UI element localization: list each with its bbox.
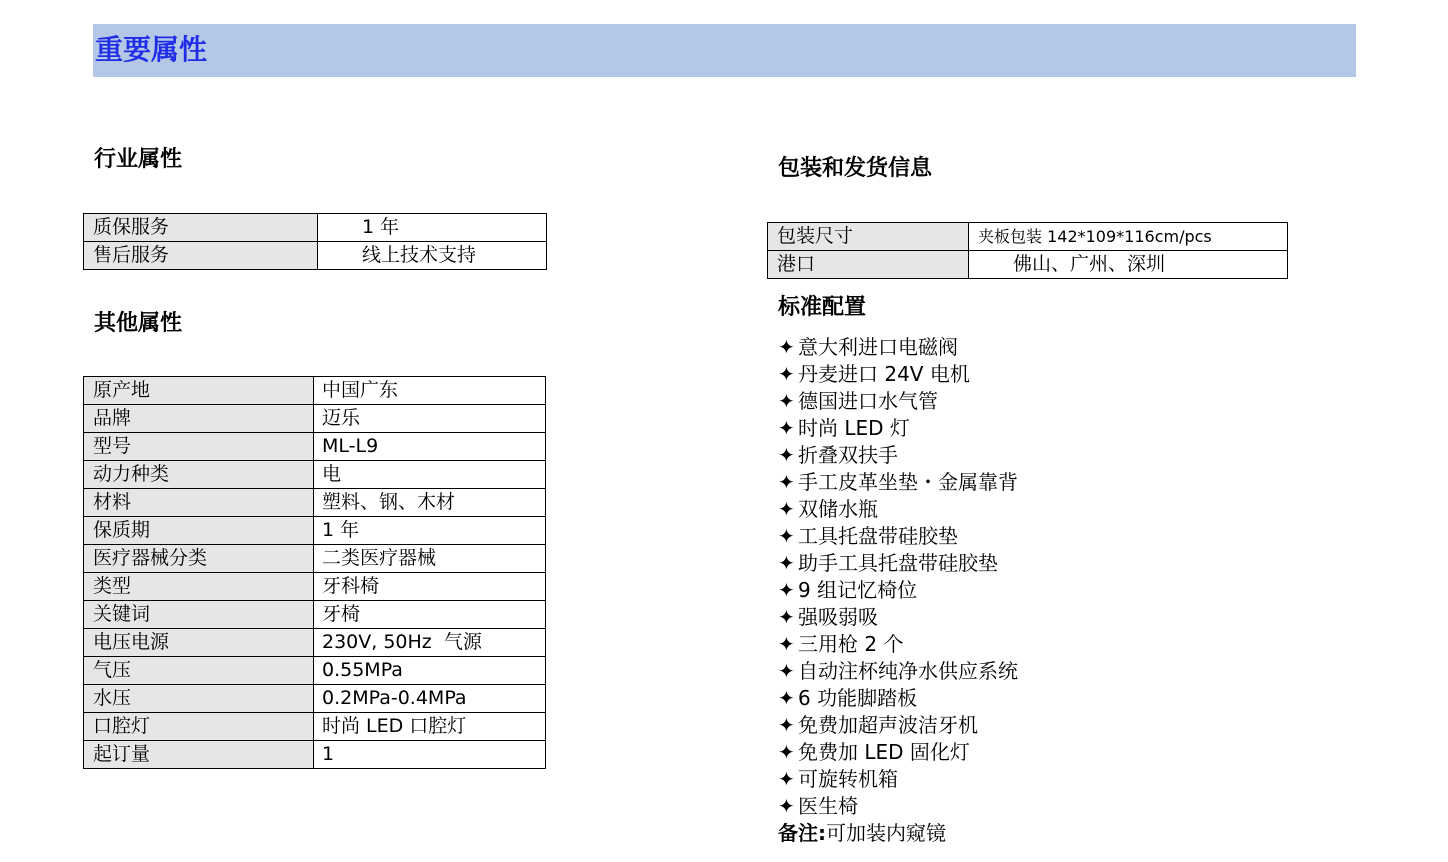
table-row	[84, 545, 546, 573]
packaging-heading: 包装和发货信息	[778, 156, 933, 181]
attr-key: 保质期	[84, 517, 314, 545]
industry-heading: 行业属性	[94, 147, 183, 172]
star-bullet-icon: ✦	[778, 767, 795, 791]
table-row	[84, 489, 546, 517]
list-item	[778, 334, 1018, 361]
table-row	[84, 405, 546, 433]
list-item	[778, 415, 1018, 442]
attr-key: 医疗器械分类	[84, 545, 314, 573]
attr-value: 线上技术支持	[318, 242, 547, 270]
standard-heading: 标准配置	[778, 295, 867, 320]
attr-value: 1 年	[318, 214, 547, 242]
attr-value: 230V, 50Hz 气源	[314, 629, 546, 657]
attr-key: 关键词	[84, 601, 314, 629]
table-row	[84, 629, 546, 657]
attr-key: 包装尺寸	[768, 223, 969, 251]
attr-value: 塑料、钢、木材	[314, 489, 546, 517]
attr-key: 型号	[84, 433, 314, 461]
list-item	[778, 523, 1018, 550]
list-item-label: 手工皮革坐垫・金属靠背	[798, 470, 1018, 494]
star-bullet-icon: ✦	[778, 605, 795, 629]
list-item-label: 免费加超声波洁牙机	[798, 713, 978, 737]
remark	[778, 820, 946, 847]
table-row	[84, 377, 546, 405]
attr-key: 电压电源	[84, 629, 314, 657]
star-bullet-icon: ✦	[778, 443, 795, 467]
attr-key: 原产地	[84, 377, 314, 405]
list-item	[778, 388, 1018, 415]
star-bullet-icon: ✦	[778, 416, 795, 440]
star-bullet-icon: ✦	[778, 713, 795, 737]
list-item	[778, 442, 1018, 469]
attr-key: 质保服务	[84, 214, 318, 242]
other-attributes-table	[83, 376, 546, 769]
star-bullet-icon: ✦	[778, 497, 795, 521]
standard-config-list	[778, 334, 1018, 820]
attr-key: 材料	[84, 489, 314, 517]
attr-value: 1 年	[314, 517, 546, 545]
section-banner	[93, 24, 1356, 77]
star-bullet-icon: ✦	[778, 470, 795, 494]
list-item	[778, 739, 1018, 766]
table-row	[84, 657, 546, 685]
banner-title: 重要属性	[95, 33, 208, 66]
star-bullet-icon: ✦	[778, 389, 795, 413]
list-item	[778, 793, 1018, 820]
table-row	[84, 461, 546, 489]
star-bullet-icon: ✦	[778, 335, 795, 359]
attr-key: 口腔灯	[84, 713, 314, 741]
attr-key: 动力种类	[84, 461, 314, 489]
table-row	[84, 517, 546, 545]
list-item-label: 免费加 LED 固化灯	[798, 740, 970, 764]
list-item	[778, 496, 1018, 523]
star-bullet-icon: ✦	[778, 551, 795, 575]
star-bullet-icon: ✦	[778, 362, 795, 386]
other-heading: 其他属性	[94, 311, 183, 336]
attr-key: 类型	[84, 573, 314, 601]
list-item	[778, 631, 1018, 658]
table-row	[768, 223, 1288, 251]
packaging-table	[767, 222, 1288, 279]
list-item	[778, 712, 1018, 739]
star-bullet-icon: ✦	[778, 659, 795, 683]
attr-key: 气压	[84, 657, 314, 685]
table-row	[84, 214, 547, 242]
attr-value: 中国广东	[314, 377, 546, 405]
list-item-label: 双储水瓶	[798, 497, 878, 521]
table-row	[84, 601, 546, 629]
list-item	[778, 685, 1018, 712]
table-row	[84, 242, 547, 270]
attr-value: 1	[314, 741, 546, 769]
attr-value: 佛山、广州、深圳	[969, 251, 1288, 279]
list-item-label: 折叠双扶手	[798, 443, 898, 467]
table-row	[84, 573, 546, 601]
table-row	[84, 433, 546, 461]
list-item	[778, 766, 1018, 793]
list-item	[778, 469, 1018, 496]
attr-value: ML-L9	[314, 433, 546, 461]
attr-value: 0.55MPa	[314, 657, 546, 685]
table-row	[768, 251, 1288, 279]
table-row	[84, 685, 546, 713]
attr-value: 牙科椅	[314, 573, 546, 601]
list-item-label: 丹麦进口 24V 电机	[798, 362, 970, 386]
table-row	[84, 741, 546, 769]
star-bullet-icon: ✦	[778, 578, 795, 602]
attr-value: 牙椅	[314, 601, 546, 629]
table-row	[84, 713, 546, 741]
star-bullet-icon: ✦	[778, 740, 795, 764]
list-item	[778, 361, 1018, 388]
list-item	[778, 550, 1018, 577]
list-item-label: 三用枪 2 个	[798, 632, 904, 656]
list-item-label: 自动注杯纯净水供应系统	[798, 659, 1018, 683]
attr-key: 售后服务	[84, 242, 318, 270]
list-item	[778, 577, 1018, 604]
list-item-label: 强吸弱吸	[798, 605, 878, 629]
attr-key: 品牌	[84, 405, 314, 433]
attr-key: 水压	[84, 685, 314, 713]
list-item-label: 意大利进口电磁阀	[798, 335, 958, 359]
list-item-label: 工具托盘带硅胶垫	[798, 524, 958, 548]
list-item-label: 9 组记忆椅位	[798, 578, 918, 602]
list-item-label: 德国进口水气管	[798, 389, 938, 413]
star-bullet-icon: ✦	[778, 524, 795, 548]
attr-value: 0.2MPa-0.4MPa	[314, 685, 546, 713]
remark-label: 备注:	[778, 821, 826, 845]
star-bullet-icon: ✦	[778, 794, 795, 818]
list-item-label: 助手工具托盘带硅胶垫	[798, 551, 998, 575]
remark-text: 可加装内窥镜	[826, 821, 946, 845]
list-item	[778, 604, 1018, 631]
star-bullet-icon: ✦	[778, 632, 795, 656]
attr-value: 时尚 LED 口腔灯	[314, 713, 546, 741]
list-item-label: 医生椅	[798, 794, 858, 818]
list-item-label: 可旋转机箱	[798, 767, 898, 791]
industry-attributes-table	[83, 213, 547, 270]
attr-value: 二类医疗器械	[314, 545, 546, 573]
list-item-label: 时尚 LED 灯	[798, 416, 910, 440]
attr-value: 电	[314, 461, 546, 489]
attr-value: 夹板包装 142*109*116cm/pcs	[969, 223, 1288, 251]
star-bullet-icon: ✦	[778, 686, 795, 710]
list-item	[778, 658, 1018, 685]
attr-value: 迈乐	[314, 405, 546, 433]
attr-key: 起订量	[84, 741, 314, 769]
list-item-label: 6 功能脚踏板	[798, 686, 918, 710]
attr-key: 港口	[768, 251, 969, 279]
